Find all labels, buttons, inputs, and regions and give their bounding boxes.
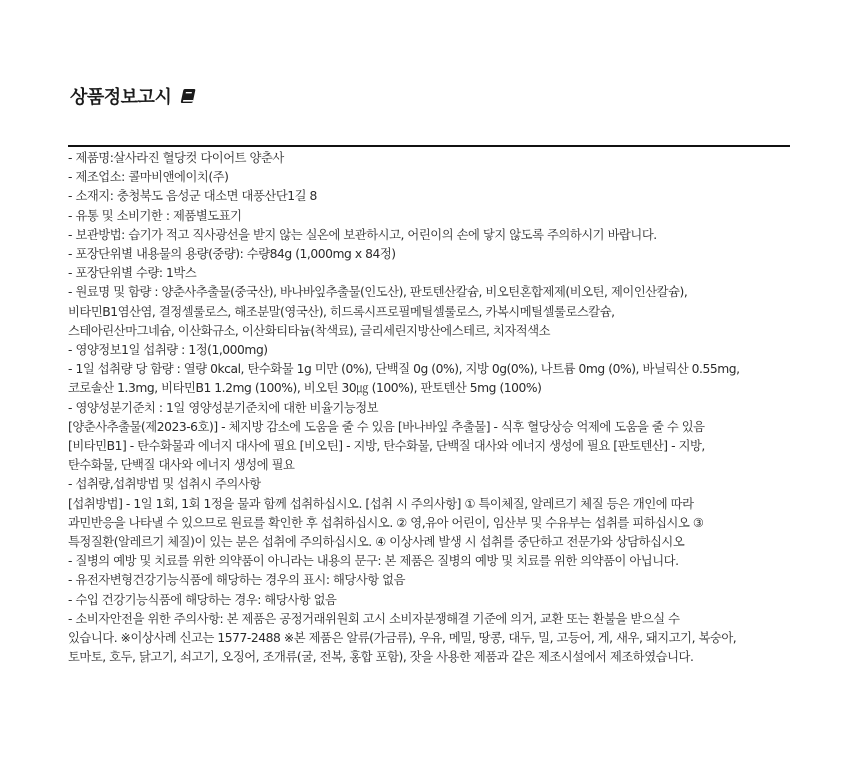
- info-line: [양춘사추출물(제2023-6호)] - 체지방 감소에 도움을 줄 수 있음 [바나바잎 추출물] - 식후 혈당상승 억제에 도움을 줄 수 있음: [68, 419, 705, 434]
- page-header: [70, 83, 197, 109]
- info-line: - 포장단위별 수량: 1박스: [68, 266, 197, 281]
- info-line: - 영양성분기준치 : 1일 영양성분기준치에 대한 비율기능정보: [68, 400, 379, 415]
- info-line: 토마토, 호두, 닭고기, 쇠고기, 오징어, 조개류(굴, 전복, 홍합 포함), 잣을 사용한 제품과 같은 제조시설에서 제조하였습니다.: [68, 650, 694, 665]
- info-line: - 제조업소: 콜마비앤에이치(주): [68, 170, 229, 185]
- info-line: - 보관방법: 습기가 적고 직사광선을 받지 않는 실온에 보관하시고, 어린이의 손에 닿지 않도록 주의하시기 바랍니다.: [68, 227, 657, 242]
- info-line: 과민반응을 나타낼 수 있으므로 원료를 확인한 후 섭취하십시오. ② 영,유아 어린이, 임산부 및 수유부는 섭취를 피하십시오 ③: [68, 515, 704, 530]
- info-line: 탄수화물, 단백질 대사와 에너지 생성에 필요: [68, 458, 295, 473]
- info-line: - 소비자안전을 위한 주의사항: 본 제품은 공정거래위원회 고시 소비자분쟁해결 기준에 의거, 교환 또는 환불을 받으실 수: [68, 611, 680, 626]
- page-title: 상품정보고시: [70, 87, 172, 108]
- book-icon: [179, 87, 197, 105]
- info-line: - 유전자변형건강기능식품에 해당하는 경우의 표시: 해당사항 없음: [68, 573, 406, 588]
- info-line: 비타민B1염산염, 결정셀룰로스, 해조분말(영국산), 히드록시프로필메틸셀룰로스, 카복시메틸셀룰로스칼슘,: [68, 304, 615, 319]
- info-line: - 포장단위별 내용물의 용량(중량): 수량84g (1,000mg x 84정): [68, 247, 396, 262]
- info-line: - 유통 및 소비기한 : 제품별도표기: [68, 208, 242, 223]
- info-line: [섭취방법] - 1일 1회, 1회 1정을 물과 함께 섭취하십시오. [섭취 시 주의사항] ① 특이체질, 알레르기 체질 등은 개인에 따라: [68, 496, 694, 511]
- info-line: - 1일 섭취량 당 함량 : 열량 0kcal, 탄수화물 1g 미만 (0%), 단백질 0g (0%), 지방 0g(0%), 나트륨 0mg (0%), 바닐릭산 0.55mg,: [68, 362, 740, 377]
- info-line: - 소재지: 충청북도 음성군 대소면 대풍산단1길 8: [68, 189, 317, 204]
- info-line: 특정질환(알레르기 체질)이 있는 분은 섭취에 주의하십시오. ④ 이상사례 발생 시 섭취를 중단하고 전문가와 상담하십시오: [68, 535, 685, 550]
- info-line: - 질병의 예방 및 치료를 위한 의약품이 아니라는 내용의 문구: 본 제품은 질병의 예방 및 치료를 위한 의약품이 아닙니다.: [68, 554, 679, 569]
- info-line: - 영양정보1일 섭취량 : 1정(1,000mg): [68, 343, 268, 358]
- info-line: - 수입 건강기능식품에 해당하는 경우: 해당사항 없음: [68, 592, 337, 607]
- info-line: 있습니다. ※이상사례 신고는 1577-2488 ※본 제품은 알류(가금류), 우유, 메밀, 땅콩, 대두, 밀, 고등어, 게, 새우, 돼지고기, 복숭아,: [68, 631, 737, 646]
- info-line: - 제품명:살사라진 혈당컷 다이어트 양춘사: [68, 151, 284, 165]
- info-line: 코로솔산 1.3mg, 비타민B1 1.2mg (100%), 비오틴 30㎍ (100%), 판토텐산 5mg (100%): [68, 381, 542, 396]
- product-info-list: [68, 149, 790, 667]
- info-line: 스테아린산마그네슘, 이산화규소, 이산화티타늄(착색료), 글리세린지방산에스테르, 치자적색소: [68, 323, 551, 338]
- header-divider: [68, 145, 790, 147]
- info-line: - 섭취량,섭취방법 및 섭취시 주의사항: [68, 477, 261, 492]
- info-line: [비타민B1] - 탄수화물과 에너지 대사에 필요 [비오틴] - 지방, 탄수화물, 단백질 대사와 에너지 생성에 필요 [판토텐산] - 지방,: [68, 439, 705, 454]
- info-line: - 원료명 및 함량 : 양춘사추출물(중국산), 바나바잎추출물(인도산), 판토텐산칼슘, 비오틴혼합제제(비오틴, 제이인산칼슘),: [68, 285, 688, 300]
